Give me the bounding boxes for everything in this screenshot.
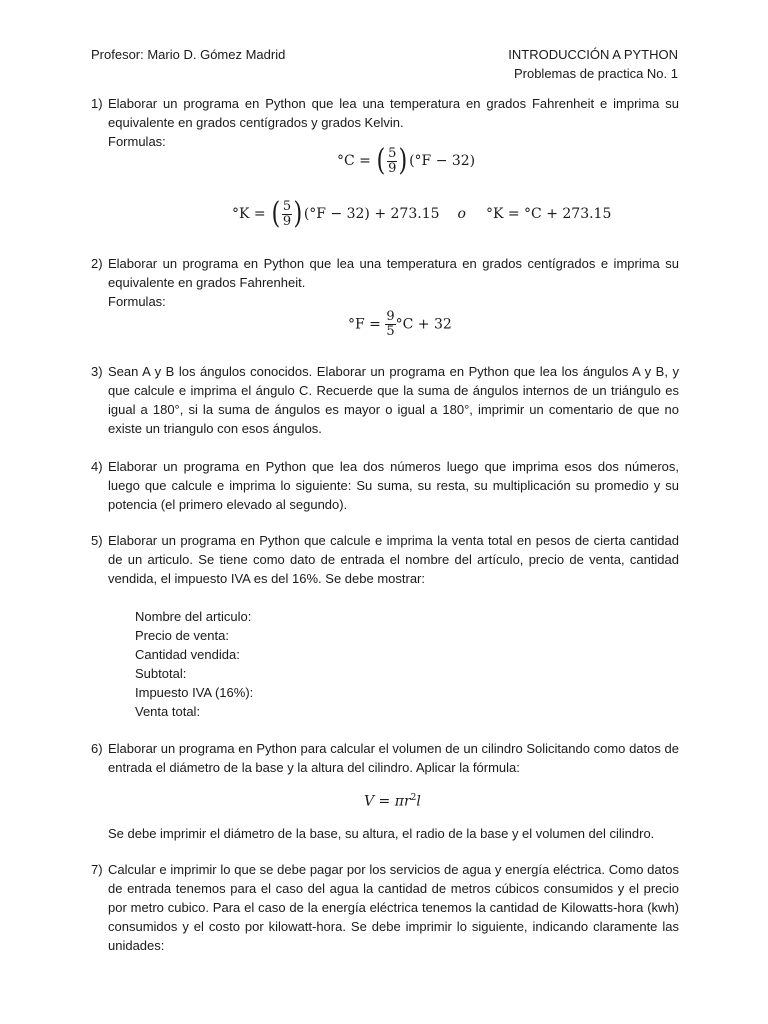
problem-2: [91, 254, 679, 311]
fraction-denominator: 5: [386, 324, 395, 339]
formula-rhs: l: [416, 793, 421, 810]
formulas-label: Formulas:: [108, 294, 166, 309]
formula-lhs: °K =: [232, 206, 271, 222]
fraction-denominator: 9: [282, 213, 292, 229]
field-item: Impuesto IVA (16%):: [135, 685, 254, 700]
problem-text: Sean A y B los ángulos conocidos. Elaborar un programa en Python que lea los ángulos A y B, y que calcule e imprima el ángulo C. Recuerde que la suma de ángulos internos de un triángulo es igual a 180°, si la suma de ángulos es mayor o igual a 180°, imprimir un comentario de que no existe un triangulo con esos ángulos.: [108, 364, 679, 436]
problem-6-note: Se debe imprimir el diámetro de la base, su altura, el radio de la base y el volumen del cilindro.: [108, 826, 655, 841]
problem-number: 4): [91, 459, 103, 474]
problem-number: 1): [91, 96, 103, 111]
field-item: Nombre del articulo:: [135, 609, 252, 624]
field-item: Venta total:: [135, 704, 201, 719]
problem-3: [91, 362, 679, 438]
problem-4: [91, 457, 679, 514]
problem-number: 2): [91, 256, 103, 271]
formula-exponent: 2: [410, 793, 417, 803]
problem-text: Elaborar un programa en Python que lea dos números luego que imprima esos dos números, luego que calcule e imprima lo siguiente: Su suma, su resta, su multiplicación su promedio y su potencia (el primero elevado al segundo).: [108, 459, 679, 512]
formula-fahrenheit: [348, 310, 452, 339]
formula-rhs: (°F − 32) + 273.15: [303, 206, 440, 222]
professor-name: Profesor: Mario D. Gómez Madrid: [91, 47, 286, 62]
problem-number: 3): [91, 364, 103, 379]
problem-text: Elaborar un programa en Python que lea una temperatura en grados centígrados e imprima su equivalente en grados Fahrenheit.: [108, 256, 679, 290]
problem-text: Elaborar un programa en Python para calcular el volumen de un cilindro Solicitando como datos de entrada el diámetro de la base y la altura del cilindro. Aplicar la fórmula:: [108, 741, 679, 775]
formula-celsius: °C = ( $\frac{5}{9}$ )(°F − 32): [337, 143, 476, 178]
fraction-numerator: 5: [388, 145, 397, 161]
fields-list: [135, 607, 253, 721]
formula-lhs: °F =: [348, 316, 386, 333]
course-title: INTRODUCCIÓN A PYTHON: [508, 47, 678, 62]
problem-5: [91, 531, 679, 588]
problem-text: Elaborar un programa en Python que calcule e imprima la venta total en pesos de cierta cantidad de un articulo. Se tiene como dato de entrada el nombre del artículo, precio de venta, cantidad vendida, el impuesto IVA es del 16%. Se debe mostrar:: [108, 533, 679, 586]
field-item: Precio de venta:: [135, 628, 229, 643]
formula-or: o: [457, 206, 466, 222]
fraction-denominator: 9: [388, 160, 397, 176]
formulas-label: Formulas:: [108, 134, 166, 149]
problem-number: 6): [91, 741, 103, 756]
problem-set-title: Problemas de practica No. 1: [513, 66, 678, 81]
field-item: Subtotal:: [135, 666, 187, 681]
formula-volume: [364, 789, 421, 812]
problem-number: 5): [91, 533, 103, 548]
problem-number: 7): [91, 862, 103, 877]
field-item: Cantidad vendida:: [135, 647, 240, 662]
fraction-numerator: 9: [386, 309, 395, 324]
problem-7: [91, 860, 679, 955]
formula-lhs: V = πr: [364, 793, 411, 810]
formula-lhs: °C =: [337, 153, 376, 169]
problem-text: Calcular e imprimir lo que se debe pagar por los servicios de agua y energía eléctrica. Como datos de entrada tenemos para el caso del agua la cantidad de metros cúbicos consumidos y el precio por metro cubico. Para el caso de la energía eléctrica tenemos la cantidad de Kilowatts-hora (kwh) consumidos y el costo por kilowatt-hora. Se debe imprimir lo siguiente, indicando claramente las unidades:: [108, 862, 679, 953]
problem-6: [91, 739, 679, 777]
course-header: [508, 45, 678, 83]
problem-text: Elaborar un programa en Python que lea una temperatura en grados Fahrenheit e imprima su equivalente en grados centígrados y grados Kelvin.: [108, 96, 679, 130]
formula-kelvin: °K = ( $\frac{5}{9}$ )(°F − 32) + 273.15 o °K = °C + 273.15: [232, 196, 612, 231]
formula-rhs: (°F − 32): [409, 153, 476, 169]
formula-alt: °K = °C + 273.15: [485, 206, 612, 222]
fraction-numerator: 5: [282, 198, 292, 214]
formula-rhs: °C + 32: [395, 316, 452, 333]
